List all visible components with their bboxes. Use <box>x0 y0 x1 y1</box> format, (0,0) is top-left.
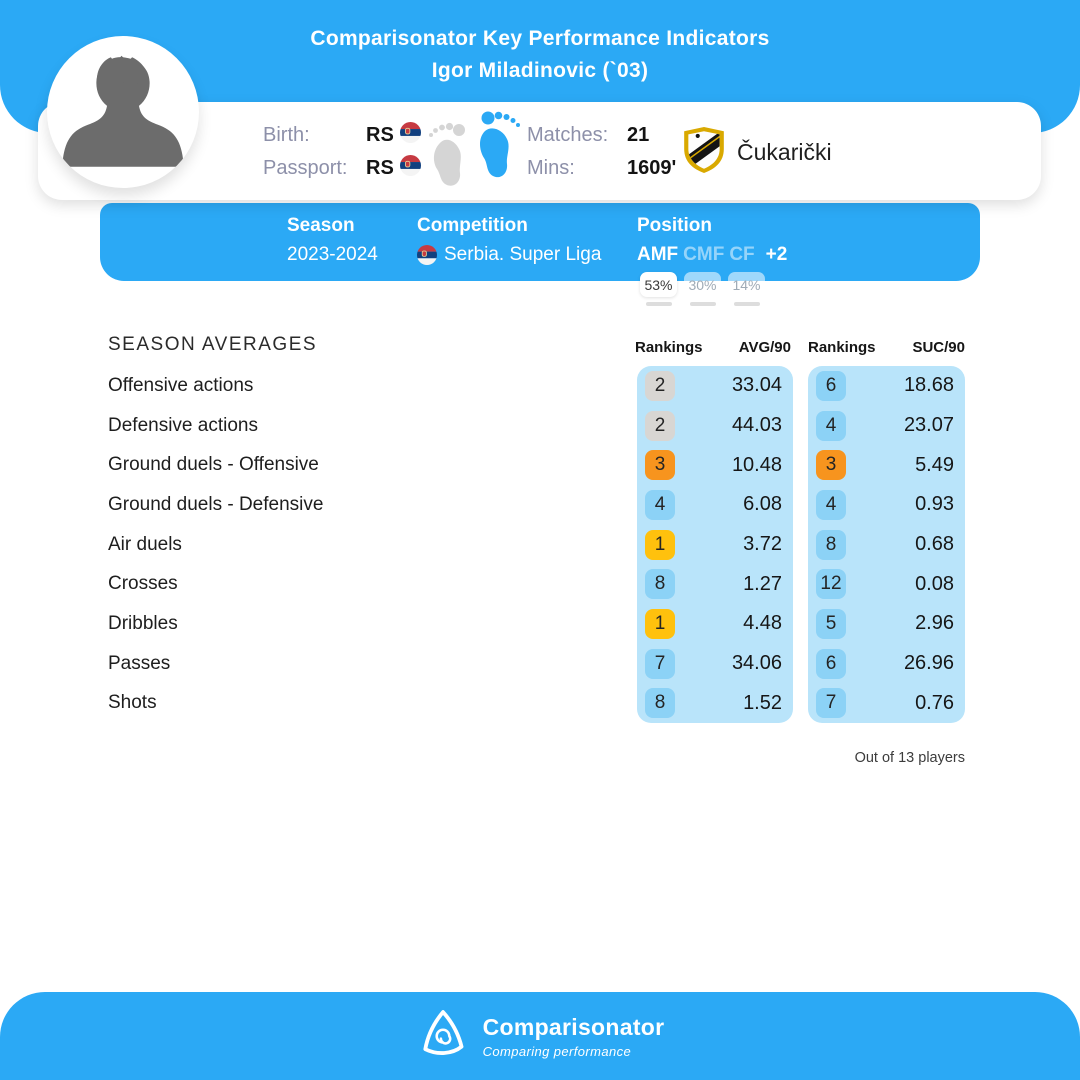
club-block <box>683 126 832 179</box>
suc-column-headers <box>806 339 965 356</box>
position-codes <box>637 244 787 266</box>
rank-badge: 1 <box>645 530 675 560</box>
table-header-row <box>108 330 965 356</box>
footer-banner <box>0 992 1080 1080</box>
page-title: Comparisonator Key Performance Indicators <box>310 27 770 50</box>
metric-label: Crosses <box>108 573 178 595</box>
mins-value: 1609' <box>627 157 677 179</box>
badge-underline <box>734 302 760 306</box>
matches-value: 21 <box>627 124 650 146</box>
metric-value: 6.08 <box>743 493 782 516</box>
serbia-flag-icon <box>400 155 421 182</box>
rankings-header: Rankings <box>635 339 703 356</box>
metric-label: Ground duels - Offensive <box>108 454 319 476</box>
metric-value: 44.03 <box>731 414 782 436</box>
section-title: SEASON AVERAGES <box>108 334 318 355</box>
metric-value: 1.27 <box>743 572 782 595</box>
rank-badge: 8 <box>645 569 675 599</box>
players-pool-footnote: Out of 13 players <box>854 750 965 766</box>
rank-badge: 3 <box>645 450 675 480</box>
metric-label: Shots <box>108 692 157 714</box>
metric-label: Ground duels - Defensive <box>108 493 324 515</box>
serbia-flag-icon <box>400 122 421 149</box>
matches-label: Matches: <box>527 124 609 146</box>
rank-badge: 3 <box>816 450 846 480</box>
suc90-header: SUC/90 <box>912 339 965 356</box>
position-code-amf: AMF <box>637 244 679 265</box>
rank-badge: 4 <box>645 490 675 520</box>
footer-brand-block <box>483 1014 665 1059</box>
table-row <box>808 485 965 525</box>
avg-per-90-panel <box>637 366 793 723</box>
table-row <box>808 564 965 604</box>
metric-value: 26.96 <box>903 652 954 675</box>
metric-label: Passes <box>108 652 171 674</box>
passport-value: RS <box>366 157 394 179</box>
metric-label: Dribbles <box>108 612 178 634</box>
table-row <box>637 683 793 723</box>
metric-label: Defensive actions <box>108 414 258 436</box>
position-share-badge: 30% <box>684 272 721 297</box>
metric-value: 0.08 <box>915 572 954 595</box>
metric-value: 5.49 <box>915 453 954 476</box>
position-share-cmf <box>684 272 721 306</box>
metric-label: Air duels <box>108 533 182 555</box>
table-row <box>808 604 965 644</box>
brand-name: Comparisonator <box>482 1013 665 1040</box>
season-value: 2023-2024 <box>287 244 378 265</box>
table-row <box>637 525 793 565</box>
player-name-title: Igor Miladinovic (`03) <box>431 59 649 82</box>
position-share-badges <box>640 272 765 306</box>
mins-label: Mins: <box>527 157 575 179</box>
competition-value: Serbia. Super Liga <box>444 244 602 265</box>
rankings-header: Rankings <box>808 339 876 356</box>
comparisonator-logo-icon <box>416 1007 470 1066</box>
metric-value: 23.07 <box>903 414 954 436</box>
rank-badge: 1 <box>645 609 675 639</box>
table-row <box>637 406 793 446</box>
rank-badge: 2 <box>645 411 675 441</box>
position-label: Position <box>637 215 712 236</box>
position-share-amf <box>640 272 677 306</box>
metric-value: 0.93 <box>915 493 954 516</box>
metric-value: 18.68 <box>903 374 954 397</box>
table-row <box>637 564 793 604</box>
table-row <box>808 525 965 565</box>
table-row <box>637 366 793 406</box>
player-avatar <box>47 36 199 188</box>
position-code-cmf: CMF <box>683 244 725 265</box>
rank-badge: 2 <box>645 371 675 401</box>
badge-underline <box>690 302 716 306</box>
rank-badge: 8 <box>816 530 846 560</box>
passport-label: Passport: <box>263 157 348 179</box>
rank-badge: 12 <box>816 569 846 599</box>
brand-tagline: Comparing performance <box>482 1043 632 1059</box>
metric-value: 4.48 <box>743 612 782 635</box>
rank-badge: 6 <box>816 649 846 679</box>
metric-value: 33.04 <box>731 374 782 397</box>
playing-time-block <box>527 119 682 185</box>
metric-value: 3.72 <box>743 533 782 556</box>
rank-badge: 7 <box>645 649 675 679</box>
nationality-block <box>263 119 421 185</box>
rank-badge: 6 <box>816 371 846 401</box>
rank-badge: 7 <box>816 688 846 718</box>
position-share-badge: 53% <box>640 272 677 297</box>
positions-more: +2 <box>765 244 788 265</box>
rank-badge: 4 <box>816 411 846 441</box>
table-row <box>808 406 965 446</box>
rank-badge: 4 <box>816 490 846 520</box>
rank-badge: 8 <box>645 688 675 718</box>
season-label: Season <box>287 215 355 236</box>
rank-badge: 5 <box>816 609 846 639</box>
avg90-header: AVG/90 <box>738 339 791 356</box>
metric-value: 10.48 <box>731 453 782 476</box>
birth-value: RS <box>366 124 394 146</box>
metric-value: 0.76 <box>915 691 954 714</box>
birth-label: Birth: <box>263 124 310 146</box>
metric-value: 0.68 <box>915 533 954 556</box>
serbia-flag-icon <box>417 245 437 265</box>
position-code-cf: CF <box>729 244 755 265</box>
table-row <box>808 644 965 684</box>
metric-value: 2.96 <box>915 612 954 635</box>
preferred-foot-icon <box>428 108 528 199</box>
club-logo-icon <box>683 126 725 179</box>
metric-value: 34.06 <box>731 652 782 675</box>
metric-label: Offensive actions <box>108 374 254 396</box>
metric-labels-column <box>108 366 637 723</box>
avg-column-headers <box>633 339 791 356</box>
table-row <box>808 366 965 406</box>
table-body <box>108 366 965 723</box>
table-row <box>637 485 793 525</box>
suc-per-90-panel <box>808 366 965 723</box>
competition-label: Competition <box>417 215 528 236</box>
season-bar <box>100 203 980 281</box>
badge-underline <box>646 302 672 306</box>
table-row <box>637 445 793 485</box>
season-averages-table <box>108 330 965 723</box>
club-name: Čukarički <box>737 139 832 165</box>
table-row <box>808 683 965 723</box>
table-row <box>637 644 793 684</box>
position-share-cf <box>728 272 765 306</box>
table-row <box>808 445 965 485</box>
table-row <box>637 604 793 644</box>
position-share-badge: 14% <box>728 272 765 297</box>
metric-value: 1.52 <box>743 691 782 714</box>
